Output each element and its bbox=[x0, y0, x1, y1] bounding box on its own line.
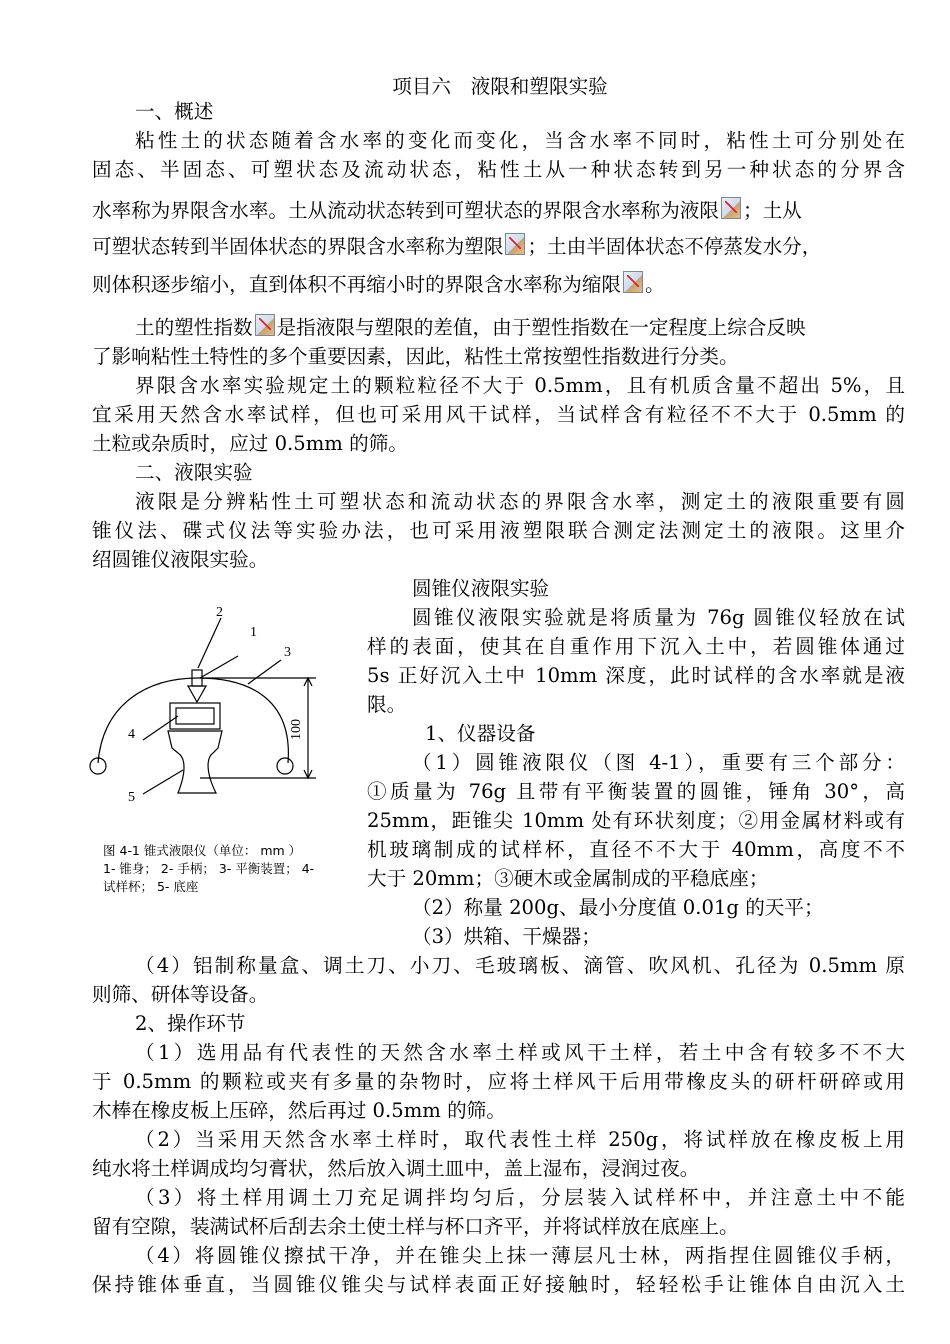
figure-label: 1 bbox=[250, 625, 257, 640]
paragraph-line bbox=[92, 196, 802, 225]
equipment-line: 25mm，距锥尖 10mm 处有环状刻度；②用金属材料或有 bbox=[367, 809, 905, 832]
paragraph-line: 液限是分辨粘性土可塑状态和流动状态的界限含水率，测定土的液限重要有圆 bbox=[135, 490, 905, 513]
leader-line bbox=[198, 618, 221, 668]
paragraph-line bbox=[92, 232, 821, 261]
paragraph-text: 则体积逐步缩小，直到体积不再缩小时的界限含水率称为缩限 bbox=[92, 273, 622, 296]
procedure-line: 留有空隙，装满试杯后刮去余土使土样与杯口齐平，并将试样放在底座上。 bbox=[92, 1215, 739, 1238]
procedure-line: （4）将圆锥仪擦拭干净，并在锥尖上抹一薄层凡士林，两指捏住圆锥仪手柄， bbox=[135, 1244, 905, 1267]
paragraph-text: 土的塑性指数 bbox=[135, 316, 253, 339]
paragraph-text: 可塑状态转到半固体状态的界限含水率称为塑限 bbox=[92, 235, 504, 258]
leader-line bbox=[143, 716, 178, 740]
procedure-line: （3）将土样用调土刀充足调拌均匀后，分层装入试样杯中，并注意土中不能 bbox=[135, 1186, 905, 1209]
figure-label: 3 bbox=[284, 645, 291, 660]
paragraph-line: 土粒或杂质时，应过 0.5mm 的筛。 bbox=[92, 432, 408, 455]
procedure-line: （1）选用品有代表性的天然含水率土样或风干土样，若土中含有较多不不大 bbox=[135, 1041, 905, 1064]
leader-line bbox=[248, 660, 281, 684]
section-heading-liquid-limit: 二、液限实验 bbox=[135, 461, 253, 484]
paragraph-line bbox=[135, 313, 806, 342]
paragraph-text: 是指液限与塑限的差值，由于塑性指数在一定程度上综合反映 bbox=[276, 316, 806, 339]
equipment-line: （1）圆锥液限仪（图 4-1），重要有三个部分： bbox=[412, 751, 905, 774]
paragraph-line: 限。 bbox=[367, 693, 407, 716]
procedure-line: （2）当采用天然含水率土样时，取代表性土样 250g，将试样放在橡皮板上用 bbox=[135, 1128, 905, 1151]
balance-weight-right bbox=[277, 758, 293, 774]
plastic-limit-symbol-image bbox=[505, 233, 525, 255]
paragraph-line: 圆锥仪液限实验就是将质量为 76g 圆锥仪轻放在试 bbox=[412, 606, 905, 629]
paragraph-line bbox=[92, 270, 665, 299]
section-heading-overview: 一、概述 bbox=[135, 100, 214, 123]
plasticity-index-symbol-image bbox=[255, 314, 275, 336]
subsection-heading: 圆锥仪液限实验 bbox=[412, 577, 550, 600]
leader-line bbox=[200, 656, 238, 678]
paragraph-line: 绍圆锥仪液限实验。 bbox=[92, 548, 269, 571]
cone-body bbox=[188, 686, 206, 702]
figure-caption-legend: 试样杯； 5- 底座 bbox=[103, 879, 199, 894]
paragraph-line: 宜采用天然含水率试样，但也可采用风干试样，当试样含有粒径不不大于 0.5mm 的 bbox=[92, 403, 905, 426]
figure-caption-title: 图 4-1 锥式液限仪（单位： mm ） bbox=[103, 843, 302, 858]
dimension-label: 100 bbox=[289, 719, 304, 740]
balance-arc bbox=[98, 678, 288, 763]
equipment-line: 大于 20mm；③硬木或金属制成的平稳底座； bbox=[367, 867, 769, 890]
figure-label: 2 bbox=[216, 605, 223, 620]
paragraph-text: 。 bbox=[645, 273, 665, 296]
cone-penetrometer-figure bbox=[88, 598, 358, 848]
paragraph-line: 了影响粘性土特性的多个重要因素，因此，粘性土常按塑性指数进行分类。 bbox=[92, 345, 739, 368]
paragraph-text: ；土由半固体状态不停蒸发水分， bbox=[527, 235, 822, 258]
figure-label: 4 bbox=[128, 727, 135, 742]
leader-line bbox=[143, 770, 183, 794]
paragraph-line: 界限含水率实验规定土的颗粒粒径不大于 0.5mm，且有机质含量不超出 5%，且 bbox=[135, 374, 905, 397]
paragraph-text: 水率称为界限含水率。土从流动状态转到可塑状态的界限含水率称为液限 bbox=[92, 199, 719, 222]
paragraph-line: 5s 正好沉入土中 10mm 深度，此时试样的含水率就是液 bbox=[367, 664, 905, 687]
sample-cup-inner bbox=[176, 708, 214, 724]
subsection-heading-procedure: 2、操作环节 bbox=[135, 1012, 246, 1035]
procedure-line: 保持锥体垂直，当圆锥仪锥尖与试样表面正好接触时，轻轻松手让锥体自由沉入土 bbox=[92, 1273, 905, 1296]
paragraph-text: ；土从 bbox=[743, 199, 802, 222]
figure-label: 5 bbox=[128, 790, 135, 805]
base-stand bbox=[168, 731, 222, 793]
procedure-line: 木棒在橡皮板上压碎，然后再过 0.5mm 的筛。 bbox=[92, 1099, 506, 1122]
paragraph-line: 固态、半固态、可塑状态及流动状态，粘性土从一种状态转到另一种状态的分界含 bbox=[92, 158, 905, 181]
subsection-heading-equipment: 1、仪器设备 bbox=[425, 722, 536, 745]
equipment-line: （3）烘箱、干燥器； bbox=[412, 925, 601, 948]
page-title: 项目六 液限和塑限实验 bbox=[392, 75, 608, 98]
paragraph-line: 粘性土的状态随着含水率的变化而变化，当含水率不同时，粘性土可分别处在 bbox=[135, 129, 905, 152]
shrinkage-limit-symbol-image bbox=[623, 271, 643, 293]
figure-caption-legend: 1- 锥身； 2- 手柄； 3- 平衡装置； 4- bbox=[103, 861, 315, 876]
equipment-line: 机玻璃制成的试样杯，直径不不大于 40mm，高度不不 bbox=[367, 838, 905, 861]
equipment-line: 则筛、研体等设备。 bbox=[92, 983, 269, 1006]
procedure-line: 纯水将土样调成均匀膏状，然后放入调土皿中，盖上湿布，浸润过夜。 bbox=[92, 1157, 700, 1180]
equipment-line: ①质量为 76g 且带有平衡装置的圆锥，锤角 30°，高 bbox=[367, 780, 905, 803]
liquid-limit-symbol-image bbox=[721, 197, 741, 219]
equipment-line: （4）铝制称量盒、调土刀、小刀、毛玻璃板、滴管、吹风机、孔径为 0.5mm 原 bbox=[135, 954, 905, 977]
paragraph-line: 锥仪法、碟式仪法等实验办法，也可采用液塑限联合测定法测定土的液限。这里介 bbox=[92, 519, 905, 542]
procedure-line: 于 0.5mm 的颗粒或夹有多量的杂物时，应将土样风干后用带橡皮头的研杆研碎或用 bbox=[92, 1070, 905, 1093]
paragraph-line: 样的表面，使其在自重作用下沉入土中，若圆锥体通过 bbox=[367, 635, 905, 658]
equipment-line: （2）称量 200g、最小分度值 0.01g 的天平； bbox=[412, 896, 824, 919]
